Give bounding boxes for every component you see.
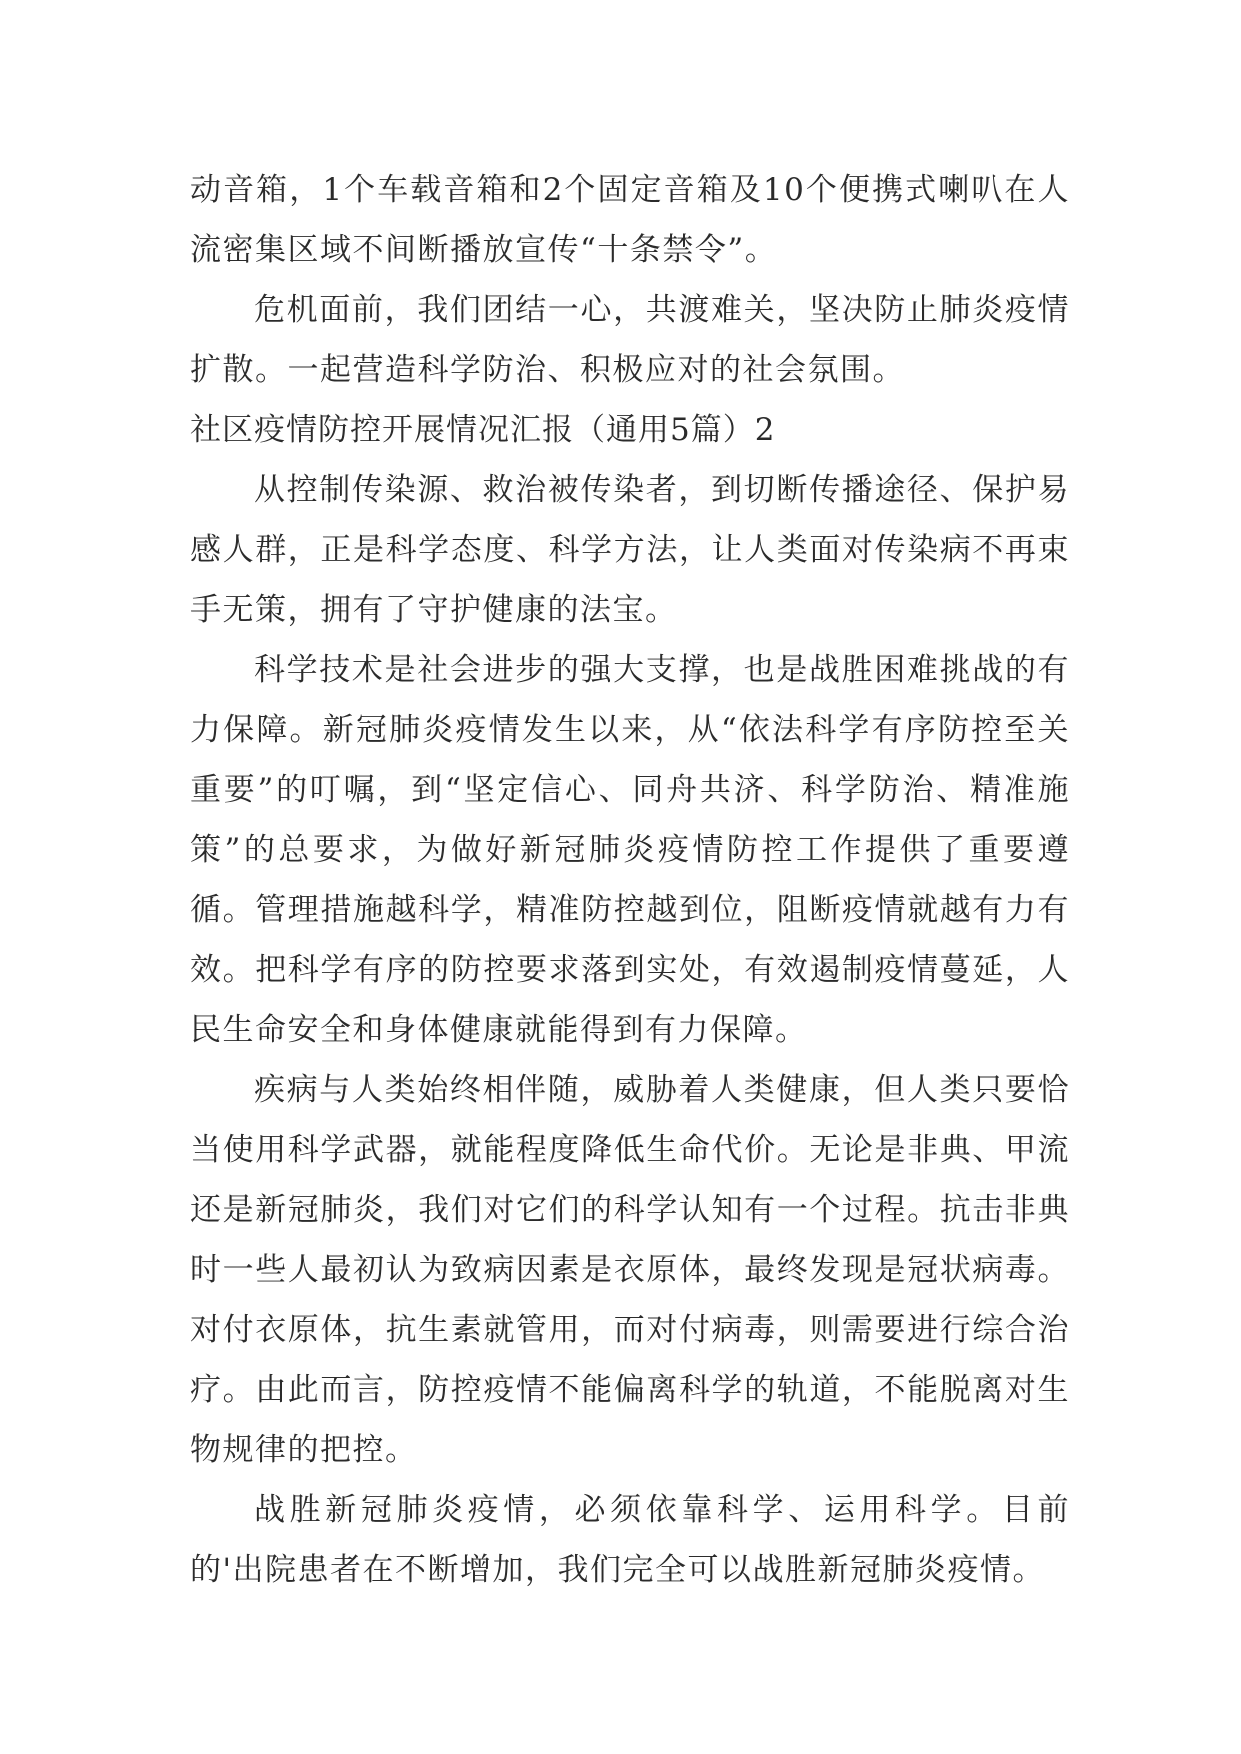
paragraph: 科学技术是社会进步的强大支撑，也是战胜困难挑战的有力保障。新冠肺炎疫情发生以来，从“依法科学有序防控至关重要”的叮嘱，到“坚定信心、同舟共济、科学防治、精准施策”的总要求，为做好新冠肺炎疫情防控工作提供了重要遵循。管理措施越科学，精准防控越到位，阻断疫情就越有力有效。把科学有序的防控要求落到实处，有效遏制疫情蔓延，人民生命安全和身体健康就能得到有力保障。: [190, 652, 1070, 1048]
paragraph: 危机面前，我们团结一心，共渡难关，坚决防止肺炎疫情扩散。一起营造科学防治、积极应对的社会氛围。: [190, 292, 1070, 388]
paragraph-continuation: 动音箱，1个车载音箱和2个固定音箱及10个便携式喇叭在人流密集区域不间断播放宣传“十条禁令”。: [190, 172, 1070, 268]
document-body: [190, 160, 1070, 1600]
paragraph: 疾病与人类始终相伴随，威胁着人类健康，但人类只要恰当使用科学武器，就能程度降低生命代价。无论是非典、甲流还是新冠肺炎，我们对它们的科学认知有一个过程。抗击非典时一些人最初认为致病因素是衣原体，最终发现是冠状病毒。对付衣原体，抗生素就管用，而对付病毒，则需要进行综合治疗。由此而言，防控疫情不能偏离科学的轨道，不能脱离对生物规律的把控。: [190, 1072, 1070, 1468]
paragraph: 战胜新冠肺炎疫情，必须依靠科学、运用科学。目前的'出院患者在不断增加，我们完全可以战胜新冠肺炎疫情。: [190, 1492, 1070, 1588]
section-heading: 社区疫情防控开展情况汇报（通用5篇）2: [190, 412, 776, 448]
paragraph: 从控制传染源、救治被传染者，到切断传播途径、保护易感人群，正是科学态度、科学方法，让人类面对传染病不再束手无策，拥有了守护健康的法宝。: [190, 472, 1070, 628]
